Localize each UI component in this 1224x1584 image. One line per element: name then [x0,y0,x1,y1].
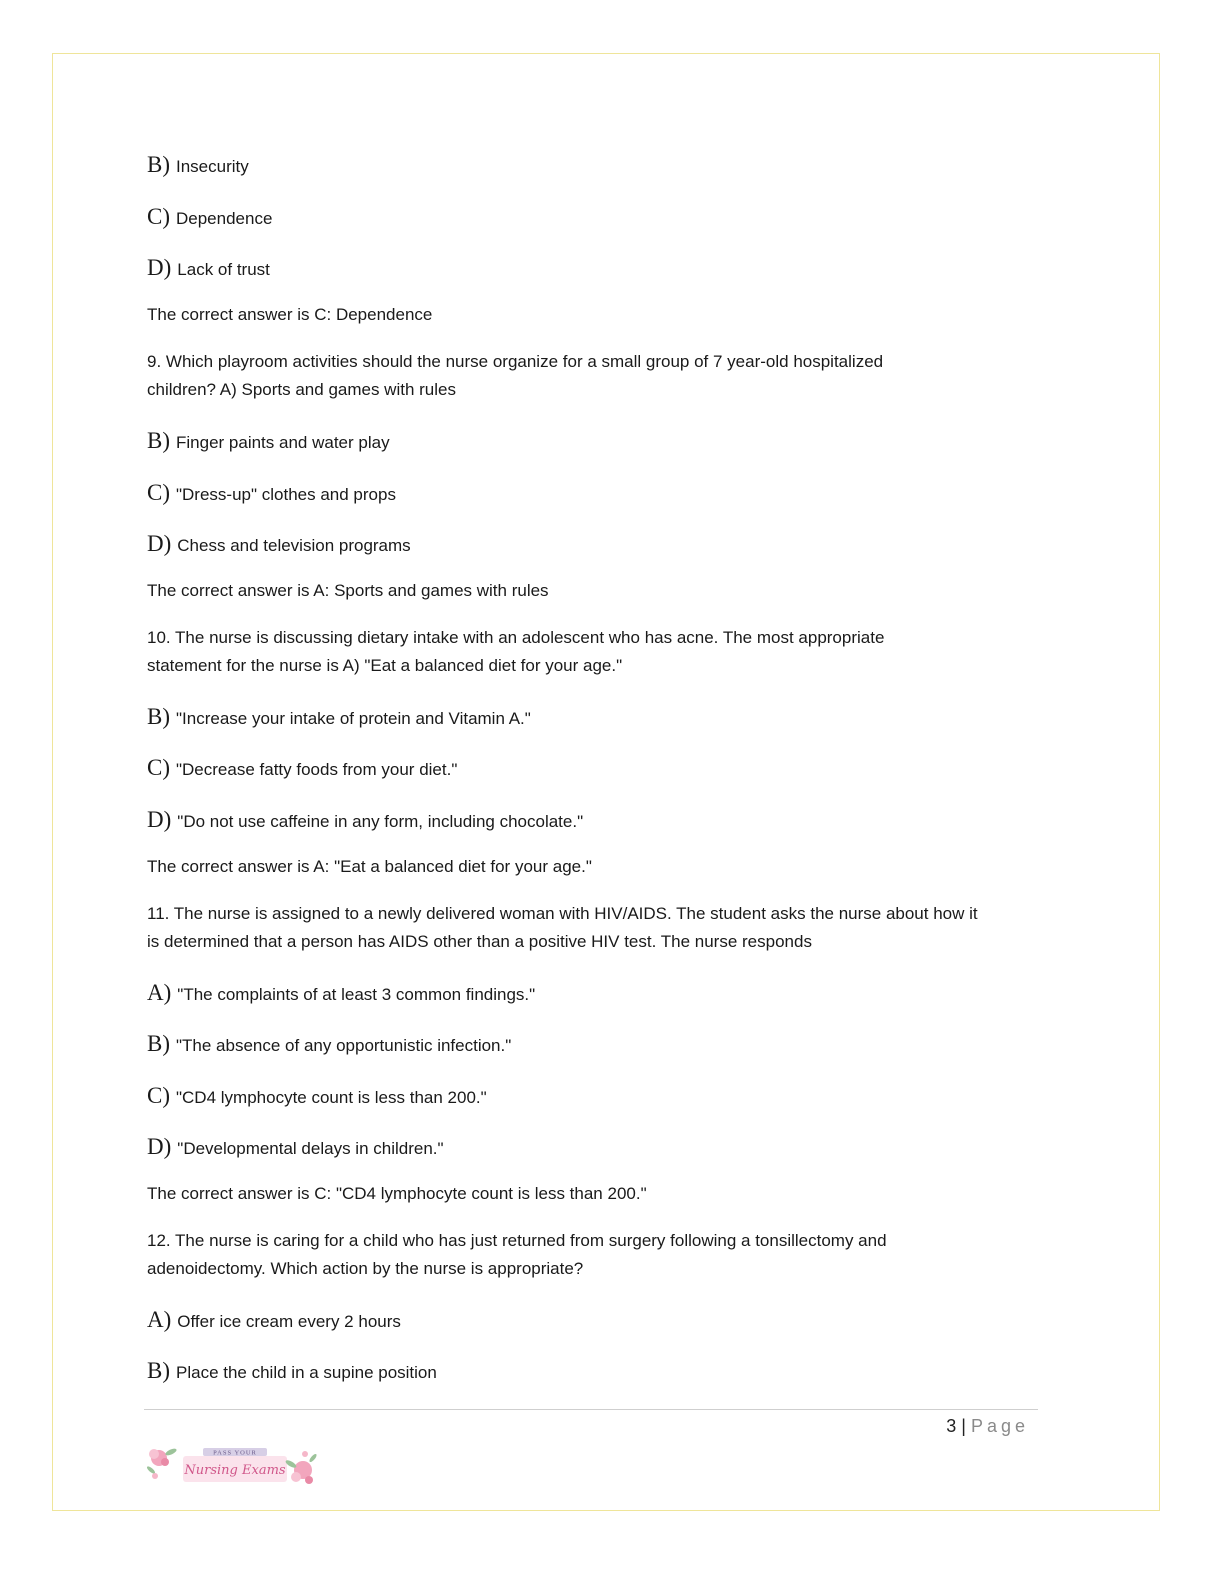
answer-option [147,754,457,784]
option-text: "Increase your intake of protein and Vitamin A." [176,709,531,728]
question-text [147,1255,583,1283]
line-text: The correct answer is A: Sports and games with rules [147,581,549,600]
answer-option [147,703,531,733]
answer-option [147,203,272,233]
question-text [147,624,884,652]
answer-option [147,427,390,457]
correct-answer [147,1180,647,1208]
line-text: adenoidectomy. Which action by the nurse is appropriate? [147,1259,584,1278]
option-text: Dependence [176,209,273,228]
line-text: is determined that a person has AIDS other than a positive HIV test. The nurse responds [147,932,812,951]
line-text: 11. The nurse is assigned to a newly delivered woman with HIV/AIDS. The student asks the nurse about how it [147,904,978,923]
option-letter: B) [147,1358,170,1383]
option-letter: A) [147,980,172,1005]
option-text: Finger paints and water play [176,433,390,452]
answer-option [147,1030,511,1060]
page-number-value: 3 [946,1416,957,1436]
correct-answer [147,853,592,881]
answer-option [147,151,249,181]
right-flower-icon [285,1451,318,1484]
left-flower-icon [146,1447,178,1479]
option-text: Offer ice cream every 2 hours [177,1312,401,1331]
question-text [147,900,978,928]
option-text: Lack of trust [177,260,270,279]
line-text: The correct answer is C: Dependence [147,305,433,324]
footer-divider [144,1409,1038,1410]
answer-option [147,1082,487,1112]
option-text: "Developmental delays in children." [177,1139,444,1158]
line-text: 10. The nurse is discussing dietary intake with an adolescent who has acne. The most appropriate [147,628,885,647]
question-text [147,1227,887,1255]
option-text: "Dress-up" clothes and props [176,485,396,504]
page-number-separator: | [961,1416,966,1436]
option-text: "The absence of any opportunistic infection." [176,1036,512,1055]
option-letter: A) [147,1307,172,1332]
question-text [147,348,883,376]
option-letter: B) [147,152,170,177]
option-letter: D) [147,1134,172,1159]
line-text: 9. Which playroom activities should the nurse organize for a small group of 7 year-old hospitalized [147,352,884,371]
answer-option [147,1357,437,1387]
option-text: "The complaints of at least 3 common findings." [177,985,536,1004]
option-letter: B) [147,704,170,729]
option-letter: C) [147,755,170,780]
option-letter: D) [147,807,172,832]
option-text: "CD4 lymphocyte count is less than 200." [176,1088,487,1107]
line-text: The correct answer is A: "Eat a balanced diet for your age." [147,857,592,876]
option-text: "Do not use caffeine in any form, including chocolate." [177,812,584,831]
option-letter: B) [147,428,170,453]
svg-text:Nursing Exams: Nursing Exams [184,1463,286,1478]
line-text: The correct answer is C: "CD4 lymphocyte count is less than 200." [147,1184,647,1203]
correct-answer [147,577,549,605]
option-letter: C) [147,1083,170,1108]
answer-option [147,1306,401,1336]
option-letter: C) [147,204,170,229]
correct-answer [147,301,432,329]
line-text: statement for the nurse is A) "Eat a balanced diet for your age." [147,656,623,675]
option-letter: C) [147,480,170,505]
option-letter: D) [147,255,172,280]
answer-option [147,530,411,560]
question-text [147,652,622,680]
answer-option [147,479,396,509]
line-text: 12. The nurse is caring for a child who has just returned from surgery following a tonsillectomy and [147,1231,887,1250]
page-number [946,1413,1029,1439]
brand-logo [145,1444,318,1490]
answer-option [147,1133,444,1163]
svg-text:PASS YOUR: PASS YOUR [213,1449,257,1457]
option-text: Place the child in a supine position [176,1363,437,1382]
question-text [147,928,812,956]
page-label: Page [970,1416,1029,1436]
option-text: Chess and television programs [177,536,411,555]
option-letter: B) [147,1031,170,1056]
answer-option [147,254,270,284]
line-text: children? A) Sports and games with rules [147,380,456,399]
option-text: Insecurity [176,157,249,176]
answer-option [147,806,583,836]
answer-option [147,979,535,1009]
option-text: "Decrease fatty foods from your diet." [176,760,458,779]
question-text [147,376,456,404]
option-letter: D) [147,531,172,556]
